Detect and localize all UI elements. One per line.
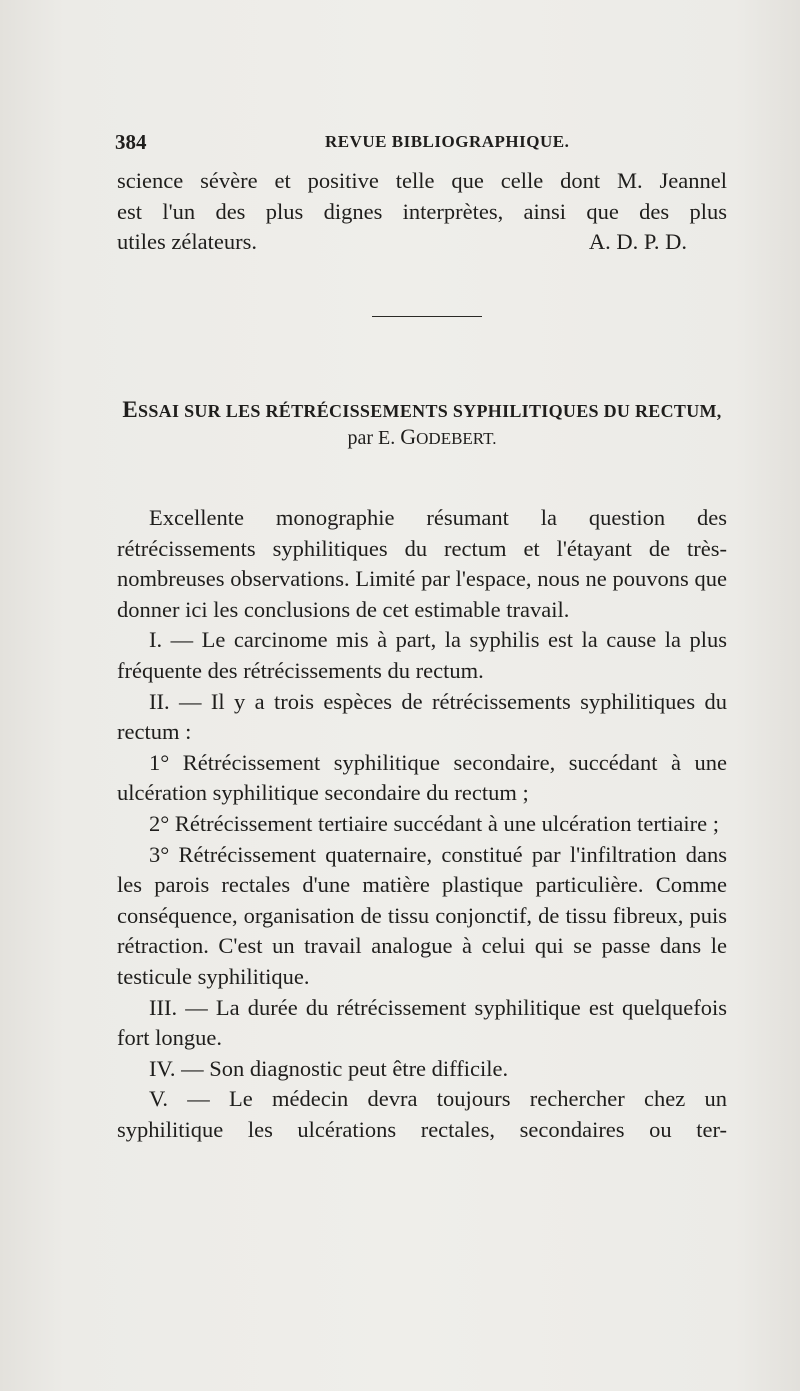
article-title <box>117 397 727 424</box>
paragraph-conclusion-3: III. — La durée du rétrécissement syphilitique est quelquefois fort longue. <box>117 994 727 1051</box>
intro-last-line: utiles zélateurs. <box>117 229 257 255</box>
intro-text <box>117 166 727 258</box>
signature: A. D. P. D. <box>588 229 687 255</box>
title-initial: E <box>122 397 139 422</box>
page-header <box>115 130 725 158</box>
paragraph-conclusion-2: II. — Il y a trois espèces de rétrécissements syphilitiques du rectum : <box>117 688 727 745</box>
paragraph-conclusion-5: V. — Le médecin devra toujours rechercher chez un syphilitique les ulcérations rectales, secondaires ou ter- <box>117 1086 727 1142</box>
paragraph-item-1: 1° Rétrécissement syphilitique secondaire, succédant à une ulcération syphilitique secondaire du rectum ; <box>117 749 727 806</box>
byline-prefix: par E. <box>347 427 401 449</box>
intro-line: science sévère et positive telle que celle dont M. Jeannel <box>117 168 727 193</box>
article-heading <box>117 397 727 452</box>
section-divider <box>372 316 482 317</box>
paragraph-intro: Excellente monographie résumant la question des rétrécissements syphilitiques du rectum et l'étayant de très-nombreuses observations. Limité par l'espace, nous ne pouvons que donner ici les conclusions de cet estimable travail. <box>117 505 727 622</box>
running-head: REVUE BIBLIOGRAPHIQUE. <box>325 132 570 151</box>
intro-closing-line <box>117 227 727 258</box>
article-byline <box>117 424 727 452</box>
paragraph-item-3: 3° Rétrécissement quaternaire, constitué par l'infiltration dans les parois rectales d'une matière plastique particulière. Comme conséquence, organisation de tissu conjonctif, de tissu fibreux, puis rétraction. C'est un travail analogue à celui qui se passe dans le testicule syphilitique. <box>117 841 727 989</box>
paragraph-conclusion-4: IV. — Son diagnostic peut être difficile. <box>149 1055 509 1081</box>
paragraph-item-2: 2° Rétrécissement tertiaire succédant à une ulcération tertiaire ; <box>149 810 719 836</box>
page-number: 384 <box>115 130 147 154</box>
paragraph-conclusion-1: I. — Le carcinome mis à part, la syphilis est la cause la plus fréquente des rétrécissements du rectum. <box>117 627 727 683</box>
title-text: SSAI SUR LES RÉTRÉCISSEMENTS SYPHILITIQUES DU RECTUM, <box>138 401 722 421</box>
author-name: ODEBERT. <box>416 429 497 448</box>
article-body <box>117 503 727 1145</box>
author-initial: G <box>400 424 417 449</box>
intro-line: est l'un des plus dignes interprètes, ainsi que des plus <box>117 198 727 224</box>
